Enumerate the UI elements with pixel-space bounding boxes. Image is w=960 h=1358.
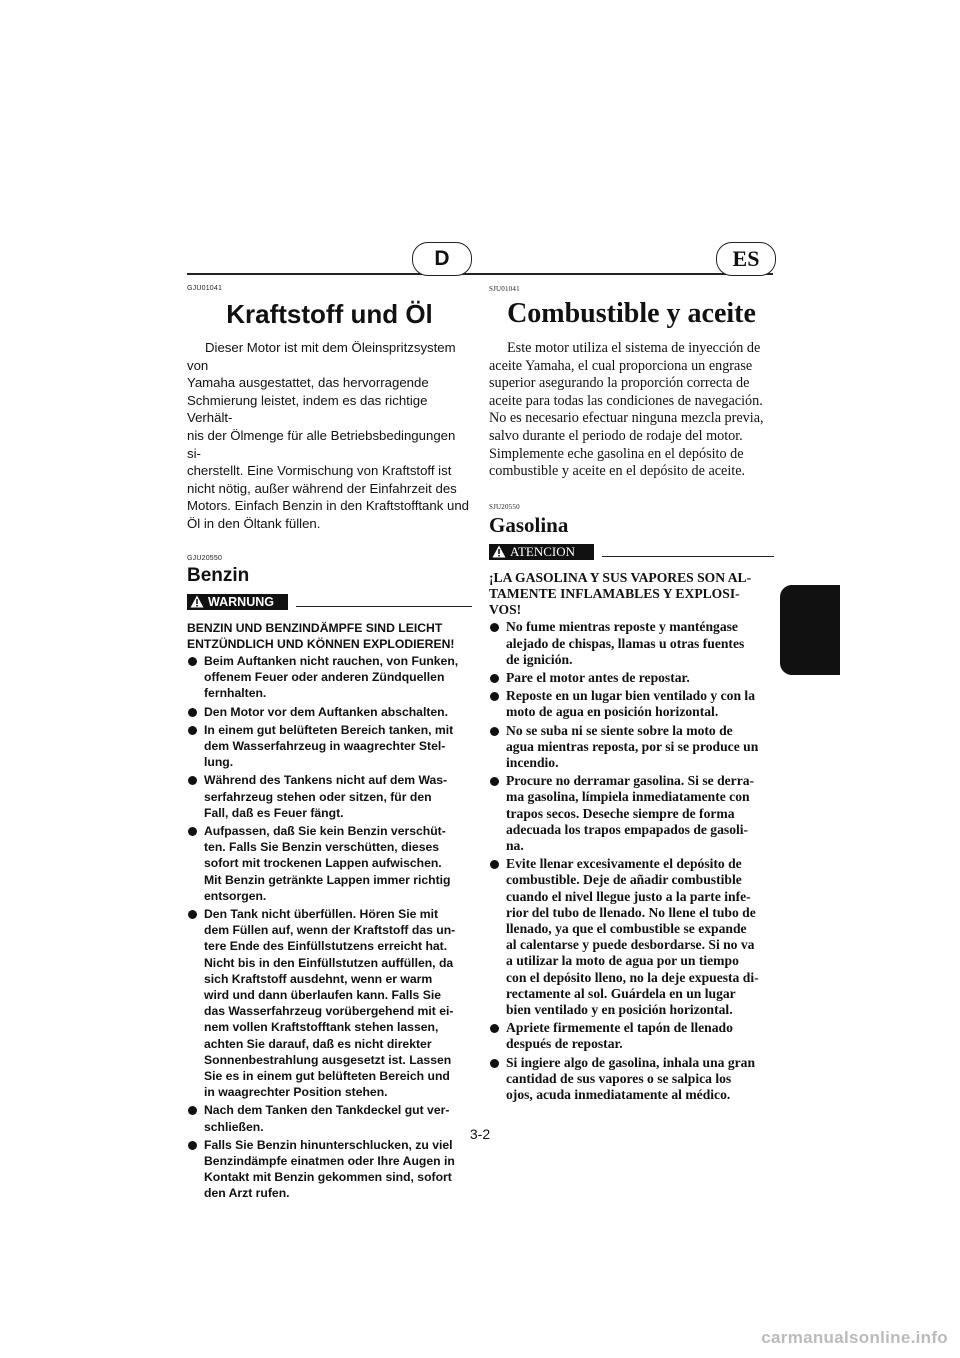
warning-bullet-list (489, 619, 774, 1103)
text-line: den Arzt rufen. (204, 1186, 290, 1201)
warning-rule (296, 606, 472, 607)
text-line: moto de agua en posición horizontal. (506, 704, 719, 720)
text-line: ¡LA GASOLINA Y SUS VAPORES SON AL- (489, 569, 752, 585)
bullet-item (489, 856, 774, 1018)
text-line: Yamaha ausgestattet, das hervorragende (187, 375, 429, 391)
bullet-item (489, 688, 774, 720)
bullet-dot-icon (188, 776, 197, 785)
bullet-dot-icon (188, 1106, 197, 1115)
text-line: Den Motor vor dem Auftanken abschalten. (204, 704, 449, 719)
text-line: Fall, daß es Feuer fängt. (204, 805, 344, 820)
german-column (187, 285, 472, 1204)
text-line: na. (506, 838, 524, 853)
text-line: nis der Ölmenge für alle Betriebsbedingungen si- (187, 427, 456, 461)
text-line: Apriete firmemente el tapón de llenado (506, 1020, 733, 1036)
text-line: ma gasolina, límpiela inmediatamente con (506, 789, 750, 805)
text-line: nem vollen Kraftstofftank stehen lassen, (204, 1020, 439, 1035)
section-code: GJU01041 (187, 285, 223, 292)
text-line: cherstellt. Eine Vormischung von Kraftstoff ist (187, 463, 452, 479)
bullet-dot-icon (188, 708, 197, 717)
text-line: incendio. (506, 754, 559, 770)
warning-bullet-list (187, 653, 472, 1202)
text-line: In einem gut belüfteten Bereich tanken, mit (204, 722, 454, 737)
text-line: Mit Benzin getränkte Lappen immer richtig (204, 872, 451, 887)
section-code: GJU20550 (187, 554, 223, 562)
text-line: bien ventilado y en posición horizontal. (506, 1002, 733, 1018)
warning-triangle-icon (190, 595, 204, 608)
text-line: Nach dem Tanken den Tankdeckel gut ver- (204, 1103, 450, 1118)
bullet-item (489, 670, 774, 686)
text-line: ENTZÜNDLICH UND KÖNNEN EXPLODIEREN! (187, 636, 455, 651)
language-tab-german: D (412, 242, 472, 276)
text-line: Falls Sie Benzin hinunterschlucken, zu viel (204, 1137, 453, 1152)
warning-rule (602, 556, 774, 557)
page-title: Combustible y aceite (507, 298, 756, 329)
warning-banner (187, 593, 472, 611)
bullet-dot-icon (188, 726, 197, 735)
text-line: Evite llenar excesivamente el depósito de (506, 856, 742, 872)
text-line: nicht nötig, außer während der Einfahrzeit des (187, 480, 457, 496)
bullet-item (489, 619, 774, 668)
section-code: SJU01041 (489, 285, 520, 293)
bullet-dot-icon (188, 827, 197, 836)
section-code: SJU20550 (489, 502, 520, 511)
text-line: de ignición. (506, 651, 573, 667)
text-line: aceite para todas las condiciones de navegación. (489, 392, 763, 409)
text-line: Este motor utiliza el sistema de inyección de (507, 340, 761, 356)
text-line: Aufpassen, daß Sie kein Benzin verschüt- (204, 823, 446, 838)
text-line: ojos, acuda inmediatamente al médico. (506, 1087, 731, 1103)
text-line: Sie es in einem gut belüfteten Bereich und (204, 1069, 450, 1084)
text-line: Sonnenbestrahlung ausgesetzt ist. Lassen (204, 1052, 452, 1067)
text-line: serfahrzeug stehen oder sitzen, für den (204, 789, 432, 804)
text-line: Benzindämpfe einatmen oder Ihre Augen in (204, 1154, 455, 1169)
text-line: Öl in den Öltank füllen. (187, 515, 321, 531)
bullet-item (489, 723, 774, 772)
text-line: rior del tubo de llenado. No llene el tubo de (506, 904, 756, 920)
text-line: wird und dann überlaufen kann. Falls Sie (204, 988, 442, 1002)
text-line: schließen. (204, 1119, 264, 1134)
text-line: TAMENTE INFLAMABLES Y EXPLOSI- (489, 585, 740, 601)
text-line: alejado de chispas, llamas u otras fuentes (506, 635, 745, 651)
text-line: ten. Falls Sie Benzin verschütten, dieses (204, 840, 440, 855)
text-line: al calentarse y puede desbordarse. Si no va (506, 937, 755, 953)
bullet-item (489, 773, 774, 854)
text-line: Kontakt mit Benzin gekommen sind, sofort (204, 1170, 452, 1185)
text-line: agua mientras reposta, por si se produce un (506, 738, 759, 754)
bullet-dot-icon (490, 623, 499, 632)
text-line: Während des Tankens nicht auf dem Was- (204, 773, 448, 788)
bullet-item (187, 823, 472, 904)
text-line: trapos secos. Deseche siempre de forma (506, 805, 735, 821)
text-line: combustible y aceite en el depósito de aceite. (489, 463, 746, 480)
section-heading: Benzin (187, 564, 250, 586)
text-line: lung. (204, 755, 234, 770)
text-line: cuando el nivel llegue justo a la parte infe- (506, 888, 751, 904)
bullet-dot-icon (490, 674, 499, 683)
header-rule (187, 273, 773, 275)
text-line: combustible. Deje de añadir combustible (506, 872, 742, 888)
text-line: No se suba ni se siente sobre la moto de (506, 722, 733, 738)
chapter-thumb-tab-rounded (780, 585, 828, 675)
bullet-dot-icon (188, 657, 197, 666)
language-tab-spanish: ES (716, 242, 776, 276)
text-line: fernhalten. (204, 686, 267, 701)
text-line: sich Kraftstoff ausdehnt, wenn er warm (204, 971, 433, 986)
bullet-item (187, 906, 472, 1100)
text-line: offenem Feuer oder anderen Zündquellen (204, 670, 445, 685)
warning-badge (187, 594, 288, 610)
warning-badge (489, 544, 594, 560)
text-line: Pare el motor antes de repostar. (506, 669, 690, 685)
text-line: VOS! (489, 602, 522, 618)
warning-triangle-icon (492, 545, 506, 558)
bullet-dot-icon (490, 727, 499, 736)
bullet-dot-icon (490, 692, 499, 701)
bullet-item (187, 653, 472, 702)
page-number: 3-2 (469, 1126, 491, 1142)
text-line: entsorgen. (204, 888, 267, 903)
text-line: superior asegurando la proporción correcta de (489, 375, 750, 392)
bullet-dot-icon (188, 910, 197, 919)
intro-paragraph (187, 339, 472, 533)
text-line: adecuada los trapos empapados de gasoli- (506, 821, 749, 837)
warning-label: ATENCION (510, 543, 575, 559)
text-line: Motors. Einfach Benzin in den Kraftstofftank und (187, 498, 469, 514)
text-line: Simplemente eche gasolina en el depósito de (489, 445, 744, 462)
text-line: achten Sie darauf, daß es nicht direkter (204, 1036, 432, 1051)
text-line: Beim Auftanken nicht rauchen, von Funken, (204, 653, 459, 668)
spanish-column (489, 285, 774, 1105)
text-line: con el depósito lleno, no la deje expuesta di- (506, 969, 759, 985)
warning-lead (489, 570, 774, 619)
text-line: sofort mit trockenen Lappen aufwischen. (204, 856, 442, 871)
text-line: Nicht bis in den Einfüllstutzen auffüllen, da (204, 955, 454, 970)
bullet-item (187, 704, 472, 720)
text-line: Reposte en un lugar bien ventilado y con la (506, 688, 755, 704)
text-line: tere Ende des Einfüllstutzens erreicht hat. (204, 939, 448, 954)
bullet-dot-icon (490, 1059, 499, 1068)
bullet-dot-icon (188, 1141, 197, 1150)
bullet-item (489, 1020, 774, 1052)
section-heading: Gasolina (489, 512, 569, 537)
warning-banner (489, 543, 774, 561)
text-line: rectamente al sol. Guárdela en un lugar (506, 985, 736, 1001)
bullet-item (187, 1137, 472, 1202)
warning-lead (187, 620, 472, 652)
watermark-footer: carmanualsonline.info (761, 1328, 948, 1347)
bullet-dot-icon (490, 777, 499, 786)
bullet-dot-icon (490, 860, 499, 869)
text-line: Schmierung leistet, indem es das richtige Verhält- (187, 392, 428, 426)
text-line: a utilizar la moto de agua por un tiempo (506, 953, 739, 969)
text-line: dem Füllen auf, wenn der Kraftstoff das un- (204, 923, 456, 938)
text-line: No es necesario efectuar ninguna mezcla previa, (489, 410, 764, 427)
text-line: das Wasserfahrzeug vorübergehend mit ei- (204, 1004, 454, 1019)
text-line: Procure no derramar gasolina. Si se derra- (506, 773, 755, 789)
page-title: Kraftstoff und Öl (226, 299, 433, 329)
bullet-item (187, 772, 472, 821)
text-line: llenado, ya que el combustible se expande (506, 921, 747, 937)
intro-paragraph (489, 340, 774, 481)
text-line: No fume mientras reposte y manténgase (506, 619, 738, 635)
text-line: dem Wasserfahrzeug in waagrechter Stel- (204, 738, 446, 753)
text-line: Den Tank nicht überfüllen. Hören Sie mit (204, 906, 439, 921)
text-line: cantidad de sus vapores o se salpica los (506, 1070, 732, 1086)
bullet-dot-icon (490, 1024, 499, 1033)
text-line: Dieser Motor ist mit dem Öleinspritzsystem von (187, 340, 456, 373)
text-line: salvo durante el periodo de rodaje del motor. (489, 427, 743, 444)
text-line: aceite Yamaha, el cual proporciona un engrase (489, 357, 753, 374)
text-line: BENZIN UND BENZINDÄMPFE SIND LEICHT (187, 620, 443, 635)
bullet-item (489, 1055, 774, 1104)
text-line: Si ingiere algo de gasolina, inhala una gran (506, 1054, 756, 1070)
bullet-item (187, 722, 472, 771)
text-line: in waagrechter Position stehen. (204, 1085, 388, 1100)
text-line: después de repostar. (506, 1036, 623, 1052)
warning-label: WARNUNG (208, 594, 274, 609)
